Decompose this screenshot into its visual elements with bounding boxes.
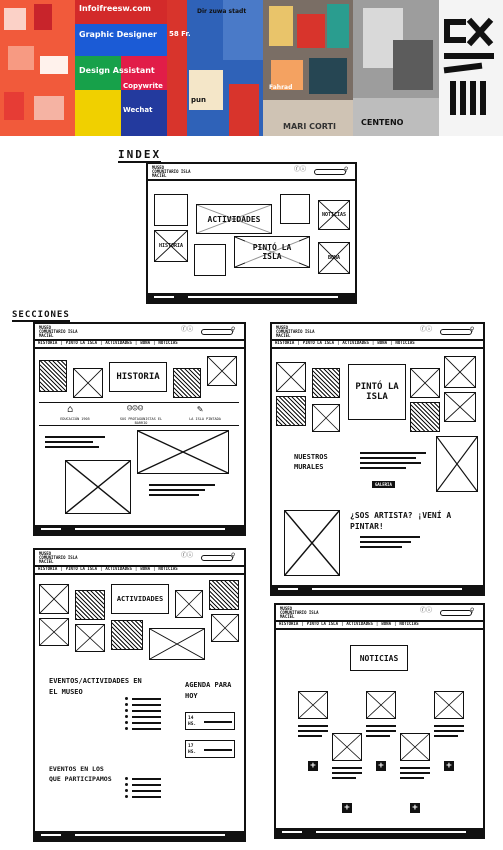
tile-collage-orange bbox=[0, 0, 75, 136]
icon-row bbox=[39, 402, 239, 426]
index-tile-actividades[interactable] bbox=[196, 204, 272, 234]
actividades-logo: MUSEO COMUNITARIO ISLA MACIEL bbox=[39, 551, 78, 564]
historia-label: HISTORIA bbox=[158, 243, 184, 249]
news-text-3 bbox=[366, 725, 396, 740]
historia-text-1 bbox=[45, 436, 105, 451]
participamos-heading: EVENTOS EN LOS QUE PARTICIPAMOS bbox=[49, 765, 112, 783]
pinto-image-3 bbox=[276, 396, 306, 426]
historia-footer bbox=[35, 525, 244, 534]
news-2-add-button[interactable]: + bbox=[342, 803, 352, 813]
historia-image-4 bbox=[207, 356, 237, 386]
noticias-title: NOTICIAS bbox=[359, 653, 399, 663]
paint-icon: ✎ bbox=[197, 404, 204, 415]
search-icon[interactable]: ⚲ bbox=[470, 607, 475, 614]
index-tile-image-2 bbox=[280, 194, 310, 224]
agenda-item-2[interactable] bbox=[185, 740, 235, 758]
noticias-logo: MUSEO COMUNITARIO ISLA MACIEL bbox=[280, 606, 319, 619]
agenda-line-1 bbox=[204, 721, 232, 723]
news-3-add-button[interactable]: + bbox=[376, 761, 386, 771]
search-input[interactable] bbox=[440, 607, 475, 616]
noticias-nav: HISTORIA | PINTÓ LA ISLA | ACTIVIDADES | BONA | NOTICIAS bbox=[276, 620, 483, 630]
poster-text-11: CENTENO bbox=[361, 118, 404, 127]
poster-text-7: Dir zuwa stadt bbox=[197, 8, 247, 15]
actividades-nav: HISTORIA | PINTÓ LA ISLA | ACTIVIDADES | BONA | NOTICIAS bbox=[35, 565, 244, 575]
act-title: ACTIVIDADES bbox=[116, 595, 164, 603]
nav-noticias[interactable]: NOTICIAS bbox=[399, 621, 419, 626]
index-footer bbox=[148, 293, 355, 302]
tile-poster-recruit bbox=[75, 0, 167, 136]
nav-pinto[interactable]: PINTÓ LA ISLA bbox=[302, 340, 334, 345]
poster-text-5: Wechat bbox=[123, 106, 153, 114]
historia-image-1 bbox=[39, 360, 67, 392]
participamos-list bbox=[125, 776, 161, 800]
galeria-button[interactable]: GALERIA bbox=[372, 481, 395, 488]
pinto-image-6 bbox=[444, 356, 476, 388]
social-icons: ⓕⓘ bbox=[181, 552, 194, 559]
pinto-image-7 bbox=[410, 402, 440, 432]
eventos-heading: EVENTOS/ACTIVIDADES EN EL MUSEO bbox=[49, 677, 142, 696]
agenda-line-2 bbox=[204, 749, 232, 751]
pinto-image-10 bbox=[284, 510, 340, 576]
nav-pinto[interactable]: PINTÓ LA ISLA bbox=[65, 340, 97, 345]
artista-heading: ¿SOS ARTISTA? ¡VENÍ A PINTAR! bbox=[350, 511, 452, 531]
nav-historia[interactable]: HISTORIA bbox=[275, 340, 295, 345]
icon-label-1: EDUCACIÓN 1905 bbox=[60, 417, 90, 421]
news-image-2 bbox=[332, 733, 362, 761]
actividades-label: ACTIVIDADES bbox=[197, 205, 271, 233]
search-input[interactable] bbox=[314, 166, 349, 175]
actividades-footer bbox=[35, 831, 244, 840]
tile-torn-posters-blue bbox=[167, 0, 263, 136]
brush-marks-icon bbox=[439, 0, 503, 136]
poster-text-6: 58 Fr. bbox=[169, 30, 191, 38]
poster-text-1: Infoifreesw.com bbox=[79, 4, 151, 13]
historia-image-3 bbox=[173, 368, 201, 398]
pinto-image-8 bbox=[444, 392, 476, 422]
pinto-label: PINTÓ LA ISLA bbox=[245, 237, 299, 267]
news-text-5 bbox=[434, 725, 464, 740]
nav-actividades[interactable]: ACTIVIDADES bbox=[346, 621, 373, 626]
nav-noticias[interactable]: NOTICIAS bbox=[395, 340, 415, 345]
act-image-9 bbox=[211, 614, 239, 642]
news-text-4 bbox=[400, 767, 430, 782]
eventos-list bbox=[125, 696, 161, 732]
social-icons: ⓕⓘ bbox=[181, 326, 194, 333]
act-image-2 bbox=[75, 590, 105, 620]
poster-text-2: Graphic Designer bbox=[79, 30, 157, 39]
murales-text bbox=[360, 452, 426, 472]
nav-historia[interactable]: HISTORIA bbox=[38, 340, 58, 345]
news-image-4 bbox=[400, 733, 430, 761]
poster-text-10: MARI CORTI bbox=[283, 122, 336, 131]
murales-heading: NUESTROS MURALES bbox=[294, 453, 328, 471]
index-section-title: INDEX bbox=[118, 148, 162, 161]
nav-pinto[interactable]: PINTÓ LA ISLA bbox=[65, 566, 97, 571]
historia-title: HISTORIA bbox=[116, 372, 160, 382]
agenda-time-1: 14 HS. bbox=[188, 716, 197, 727]
nav-pinto[interactable]: PINTÓ LA ISLA bbox=[306, 621, 338, 626]
nav-actividades[interactable]: ACTIVIDADES bbox=[105, 340, 132, 345]
agenda-time-2: 17 HS. bbox=[188, 744, 197, 755]
poster-text-3: Design Assistant bbox=[79, 66, 155, 75]
nav-noticias[interactable]: NOTICIAS bbox=[158, 566, 178, 571]
bona-label: BONA bbox=[327, 255, 341, 261]
agenda-heading: AGENDA PARA HOY bbox=[185, 681, 232, 700]
news-5-add-button[interactable]: + bbox=[444, 761, 454, 771]
pinto-footer bbox=[272, 585, 483, 594]
agenda-item-1[interactable] bbox=[185, 712, 235, 730]
nav-historia[interactable]: HISTORIA bbox=[279, 621, 299, 626]
tile-brush-typography bbox=[439, 0, 503, 136]
search-input[interactable] bbox=[440, 326, 475, 335]
act-image-8 bbox=[149, 628, 205, 660]
pinto-image-5 bbox=[410, 368, 440, 398]
historia-text-2 bbox=[149, 484, 215, 499]
index-header bbox=[148, 164, 355, 181]
nav-bona[interactable]: BONA bbox=[381, 621, 391, 626]
poster-text-9: Fahrad bbox=[269, 84, 293, 91]
pinto-image-4 bbox=[312, 404, 340, 432]
act-image-1 bbox=[39, 584, 69, 614]
nav-bona[interactable]: BONA bbox=[377, 340, 387, 345]
pinto-image-1 bbox=[276, 362, 306, 392]
index-wireframe bbox=[146, 162, 357, 304]
tile-torn-posters-street bbox=[263, 0, 353, 136]
historia-image-6 bbox=[65, 460, 131, 514]
act-title-box bbox=[111, 584, 169, 614]
pinto-nav: HISTORIA | PINTÓ LA ISLA | ACTIVIDADES | BONA | NOTICIAS bbox=[272, 339, 483, 349]
search-input[interactable] bbox=[201, 326, 236, 335]
noticias-label: NOTICIAS bbox=[321, 212, 347, 218]
news-text-2 bbox=[332, 767, 362, 782]
news-image-5 bbox=[434, 691, 464, 719]
tile-wall-grey bbox=[353, 0, 439, 136]
index-tile-image-1 bbox=[154, 194, 188, 226]
nav-bona[interactable]: BONA bbox=[140, 566, 150, 571]
icon-label-3: LA ISLA PINTADA bbox=[189, 417, 221, 421]
nav-historia[interactable]: HISTORIA bbox=[38, 566, 58, 571]
historia-title-box bbox=[109, 362, 167, 392]
people-icon: ☺☺☺ bbox=[127, 404, 144, 414]
social-icons: ⓕⓘ bbox=[420, 607, 433, 614]
index-tile-historia[interactable] bbox=[154, 230, 188, 262]
artista-text bbox=[360, 536, 420, 551]
news-text-1 bbox=[298, 725, 328, 740]
search-icon[interactable]: ⚲ bbox=[470, 326, 475, 333]
social-icons: ⓕⓘ bbox=[294, 166, 307, 173]
pinto-image-9 bbox=[436, 436, 478, 492]
nav-noticias[interactable]: NOTICIAS bbox=[158, 340, 178, 345]
search-icon[interactable]: ⚲ bbox=[344, 166, 349, 173]
news-4-add-button[interactable]: + bbox=[410, 803, 420, 813]
sections-title: SECCIONES bbox=[12, 310, 70, 320]
pinto-title: PINTÓ LA ISLA bbox=[355, 382, 399, 402]
poster-text-4: Copywrite bbox=[123, 82, 163, 90]
index-tile-bona[interactable] bbox=[318, 242, 350, 274]
act-image-5 bbox=[39, 618, 69, 646]
index-tile-noticias[interactable] bbox=[318, 200, 350, 230]
pinto-logo: MUSEO COMUNITARIO ISLA MACIEL bbox=[276, 325, 315, 338]
act-image-6 bbox=[75, 624, 105, 652]
noticias-footer bbox=[276, 828, 483, 837]
index-tile-pinto[interactable] bbox=[234, 236, 310, 268]
index-tile-image-3 bbox=[194, 244, 226, 276]
historia-wireframe bbox=[33, 322, 246, 536]
index-logo: MUSEO COMUNITARIO ISLA MACIEL bbox=[152, 165, 191, 178]
noticias-wireframe bbox=[274, 603, 485, 839]
news-image-1 bbox=[298, 691, 328, 719]
actividades-wireframe bbox=[33, 548, 246, 842]
noticias-title-box bbox=[350, 645, 408, 671]
nav-bona[interactable]: BONA bbox=[140, 340, 150, 345]
nav-actividades[interactable]: ACTIVIDADES bbox=[342, 340, 369, 345]
search-icon[interactable]: ⚲ bbox=[231, 552, 236, 559]
school-icon: ⌂ bbox=[67, 404, 74, 415]
historia-nav: HISTORIA | PINTÓ LA ISLA | ACTIVIDADES | BONA | NOTICIAS bbox=[35, 339, 244, 349]
pinto-image-2 bbox=[312, 368, 340, 398]
news-1-add-button[interactable]: + bbox=[308, 761, 318, 771]
poster-text-8: pun bbox=[191, 96, 206, 104]
historia-image-2 bbox=[73, 368, 103, 398]
news-image-3 bbox=[366, 691, 396, 719]
search-icon[interactable]: ⚲ bbox=[231, 326, 236, 333]
social-icons: ⓕⓘ bbox=[420, 326, 433, 333]
pinto-wireframe bbox=[270, 322, 485, 596]
act-image-7 bbox=[111, 620, 143, 650]
search-input[interactable] bbox=[201, 552, 236, 561]
nav-actividades[interactable]: ACTIVIDADES bbox=[105, 566, 132, 571]
pinto-title-box bbox=[348, 364, 406, 420]
icon-label-2: SUS PROTAGONISTAS EL BARRIO bbox=[119, 417, 163, 425]
act-image-3 bbox=[175, 590, 203, 618]
historia-logo: MUSEO COMUNITARIO ISLA MACIEL bbox=[39, 325, 78, 338]
moodboard-strip bbox=[0, 0, 503, 136]
historia-image-5 bbox=[137, 430, 229, 474]
act-image-4 bbox=[209, 580, 239, 610]
